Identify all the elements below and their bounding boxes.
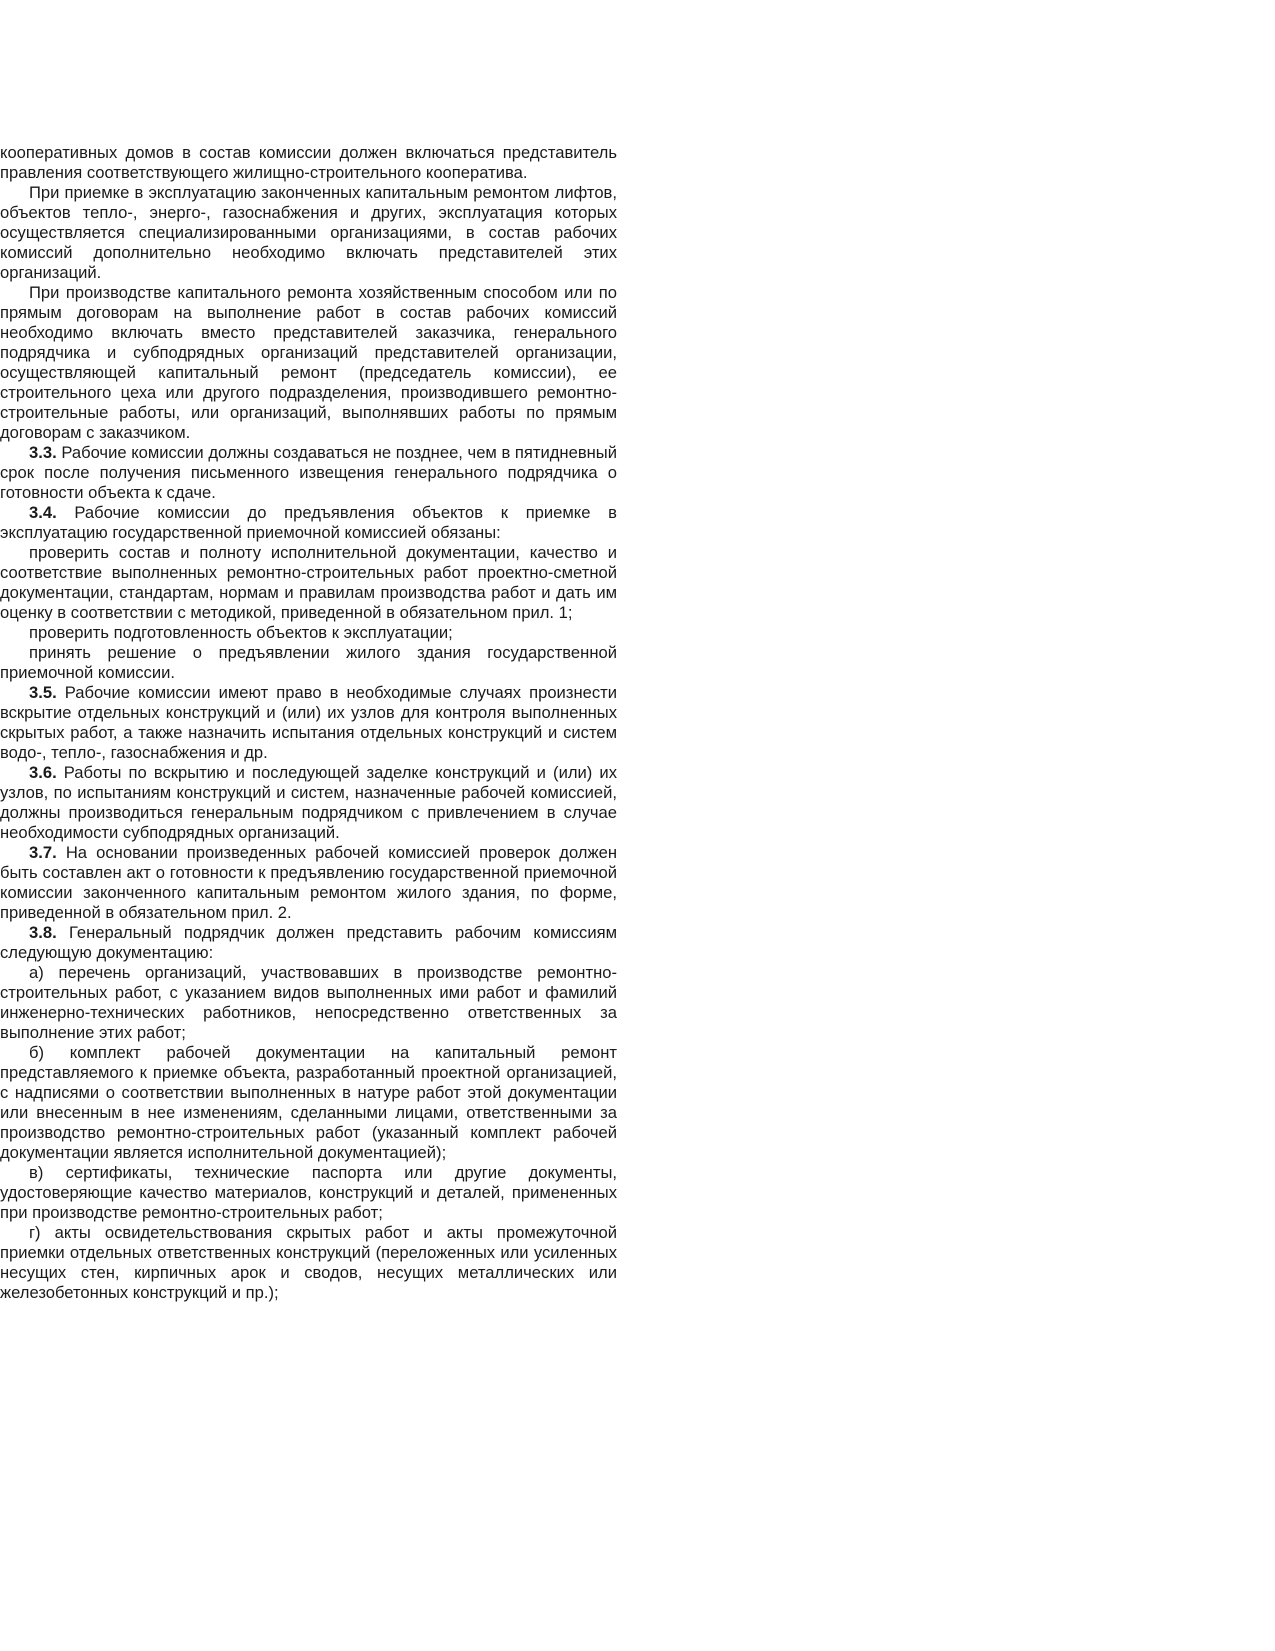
paragraph-cooperative-representative [0,143,617,183]
paragraph-text: Рабочие комиссии имеют право в необходимые случаях произнести вскрытие отдельных конструкций и (или) их узлов для контроля выполненных скрытых работ, а также назначить испытания отдельных конструкций и систем водо-, тепло-, газоснабжения и др. [0,683,617,762]
paragraph-text: принять решение о предъявлении жилого здания государственной приемочной комиссии. [0,643,617,682]
paragraph-check-documentation [0,543,617,623]
paragraph-3-8 [0,923,617,963]
paragraph-3-6 [0,763,617,843]
list-item-b [0,1043,617,1163]
paragraph-specialized-organizations [0,183,617,283]
paragraph-text: в) сертификаты, технические паспорта или другие документы, удостоверяющие качество материалов, конструкций и деталей, примененных при производстве ремонтно-строительных работ; [0,1163,617,1222]
paragraph-text: кооперативных домов в состав комиссии должен включаться представитель правления соответствующего жилищно-строительного кооператива. [0,143,617,182]
paragraph-economic-method [0,283,617,443]
paragraph-text: Работы по вскрытию и последующей заделке конструкций и (или) их узлов, по испытаниям конструкций и систем, назначенные рабочей комиссией, должны производиться генеральным подрядчиком с привлечением в случае необходимости субподрядных организаций. [0,763,617,842]
paragraph-make-decision [0,643,617,683]
paragraph-text: а) перечень организаций, участвовавших в производстве ремонтно-строительных работ, с указанием видов выполненных ими работ и фамилий инженерно-технических работников, непосредственно ответственных за выполнение этих работ; [0,963,617,1042]
section-number: 3.7. [29,843,57,862]
section-number: 3.8. [29,923,57,942]
paragraph-check-readiness [0,623,617,643]
paragraph-text: проверить состав и полноту исполнительной документации, качество и соответствие выполненных ремонтно-строительных работ проектно-сметной документации, стандартам, нормам и правилам производства работ и дать им оценку в соответствии с методикой, приведенной в обязательном прил. 1; [0,543,617,622]
paragraph-text: б) комплект рабочей документации на капитальный ремонт представляемого к приемке объекта, разработанный проектной организацией, с надписями о соответствии выполненных в натуре работ этой документации или внесенным в нее изменениям, сделанными лицами, ответственными за производство ремонтно-строительных работ (указанный комплект рабочей документации является исполнительной документацией); [0,1043,617,1162]
section-number: 3.3. [29,443,57,462]
paragraph-text: Рабочие комиссии должны создаваться не позднее, чем в пятидневный срок после получения письменного извещения генерального подрядчика о готовности объекта к сдаче. [0,443,617,502]
list-item-v [0,1163,617,1223]
list-item-a [0,963,617,1043]
paragraph-text: На основании произведенных рабочей комиссией проверок должен быть составлен акт о готовности к предъявлению государственной приемочной комиссии законченного капитальным ремонтом жилого здания, по форме, приведенной в обязательном прил. 2. [0,843,617,922]
section-number: 3.4. [29,503,57,522]
paragraph-text: проверить подготовленность объектов к эксплуатации; [29,623,453,642]
paragraph-3-5 [0,683,617,763]
section-number: 3.5. [29,683,57,702]
paragraph-text: Рабочие комиссии до предъявления объектов к приемке в эксплуатацию государственной приемочной комиссией обязаны: [0,503,617,542]
paragraph-text: Генеральный подрядчик должен представить рабочим комиссиям следующую документацию: [0,923,617,962]
list-item-g [0,1223,617,1303]
paragraph-3-4 [0,503,617,543]
paragraph-3-3 [0,443,617,503]
paragraph-text: При приемке в эксплуатацию законченных капитальным ремонтом лифтов, объектов тепло-, энерго-, газоснабжения и других, эксплуатация которых осуществляется специализированными организациями, в состав рабочих комиссий дополнительно необходимо включать представителей этих организаций. [0,183,617,282]
paragraph-3-7 [0,843,617,923]
document-page [0,143,617,1303]
paragraph-text: г) акты освидетельствования скрытых работ и акты промежуточной приемки отдельных ответственных конструкций (переложенных или усиленных несущих стен, кирпичных арок и сводов, несущих металлических или железобетонных конструкций и пр.); [0,1223,617,1302]
section-number: 3.6. [29,763,57,782]
paragraph-text: При производстве капитального ремонта хозяйственным способом или по прямым договорам на выполнение работ в состав рабочих комиссий необходимо включать вместо представителей заказчика, генерального подрядчика и субподрядных организаций представителей организации, осуществляющей капитальный ремонт (председатель комиссии), ее строительного цеха или другого подразделения, производившего ремонтно-строительные работы, или организаций, выполнявших работы по прямым договорам с заказчиком. [0,283,617,442]
